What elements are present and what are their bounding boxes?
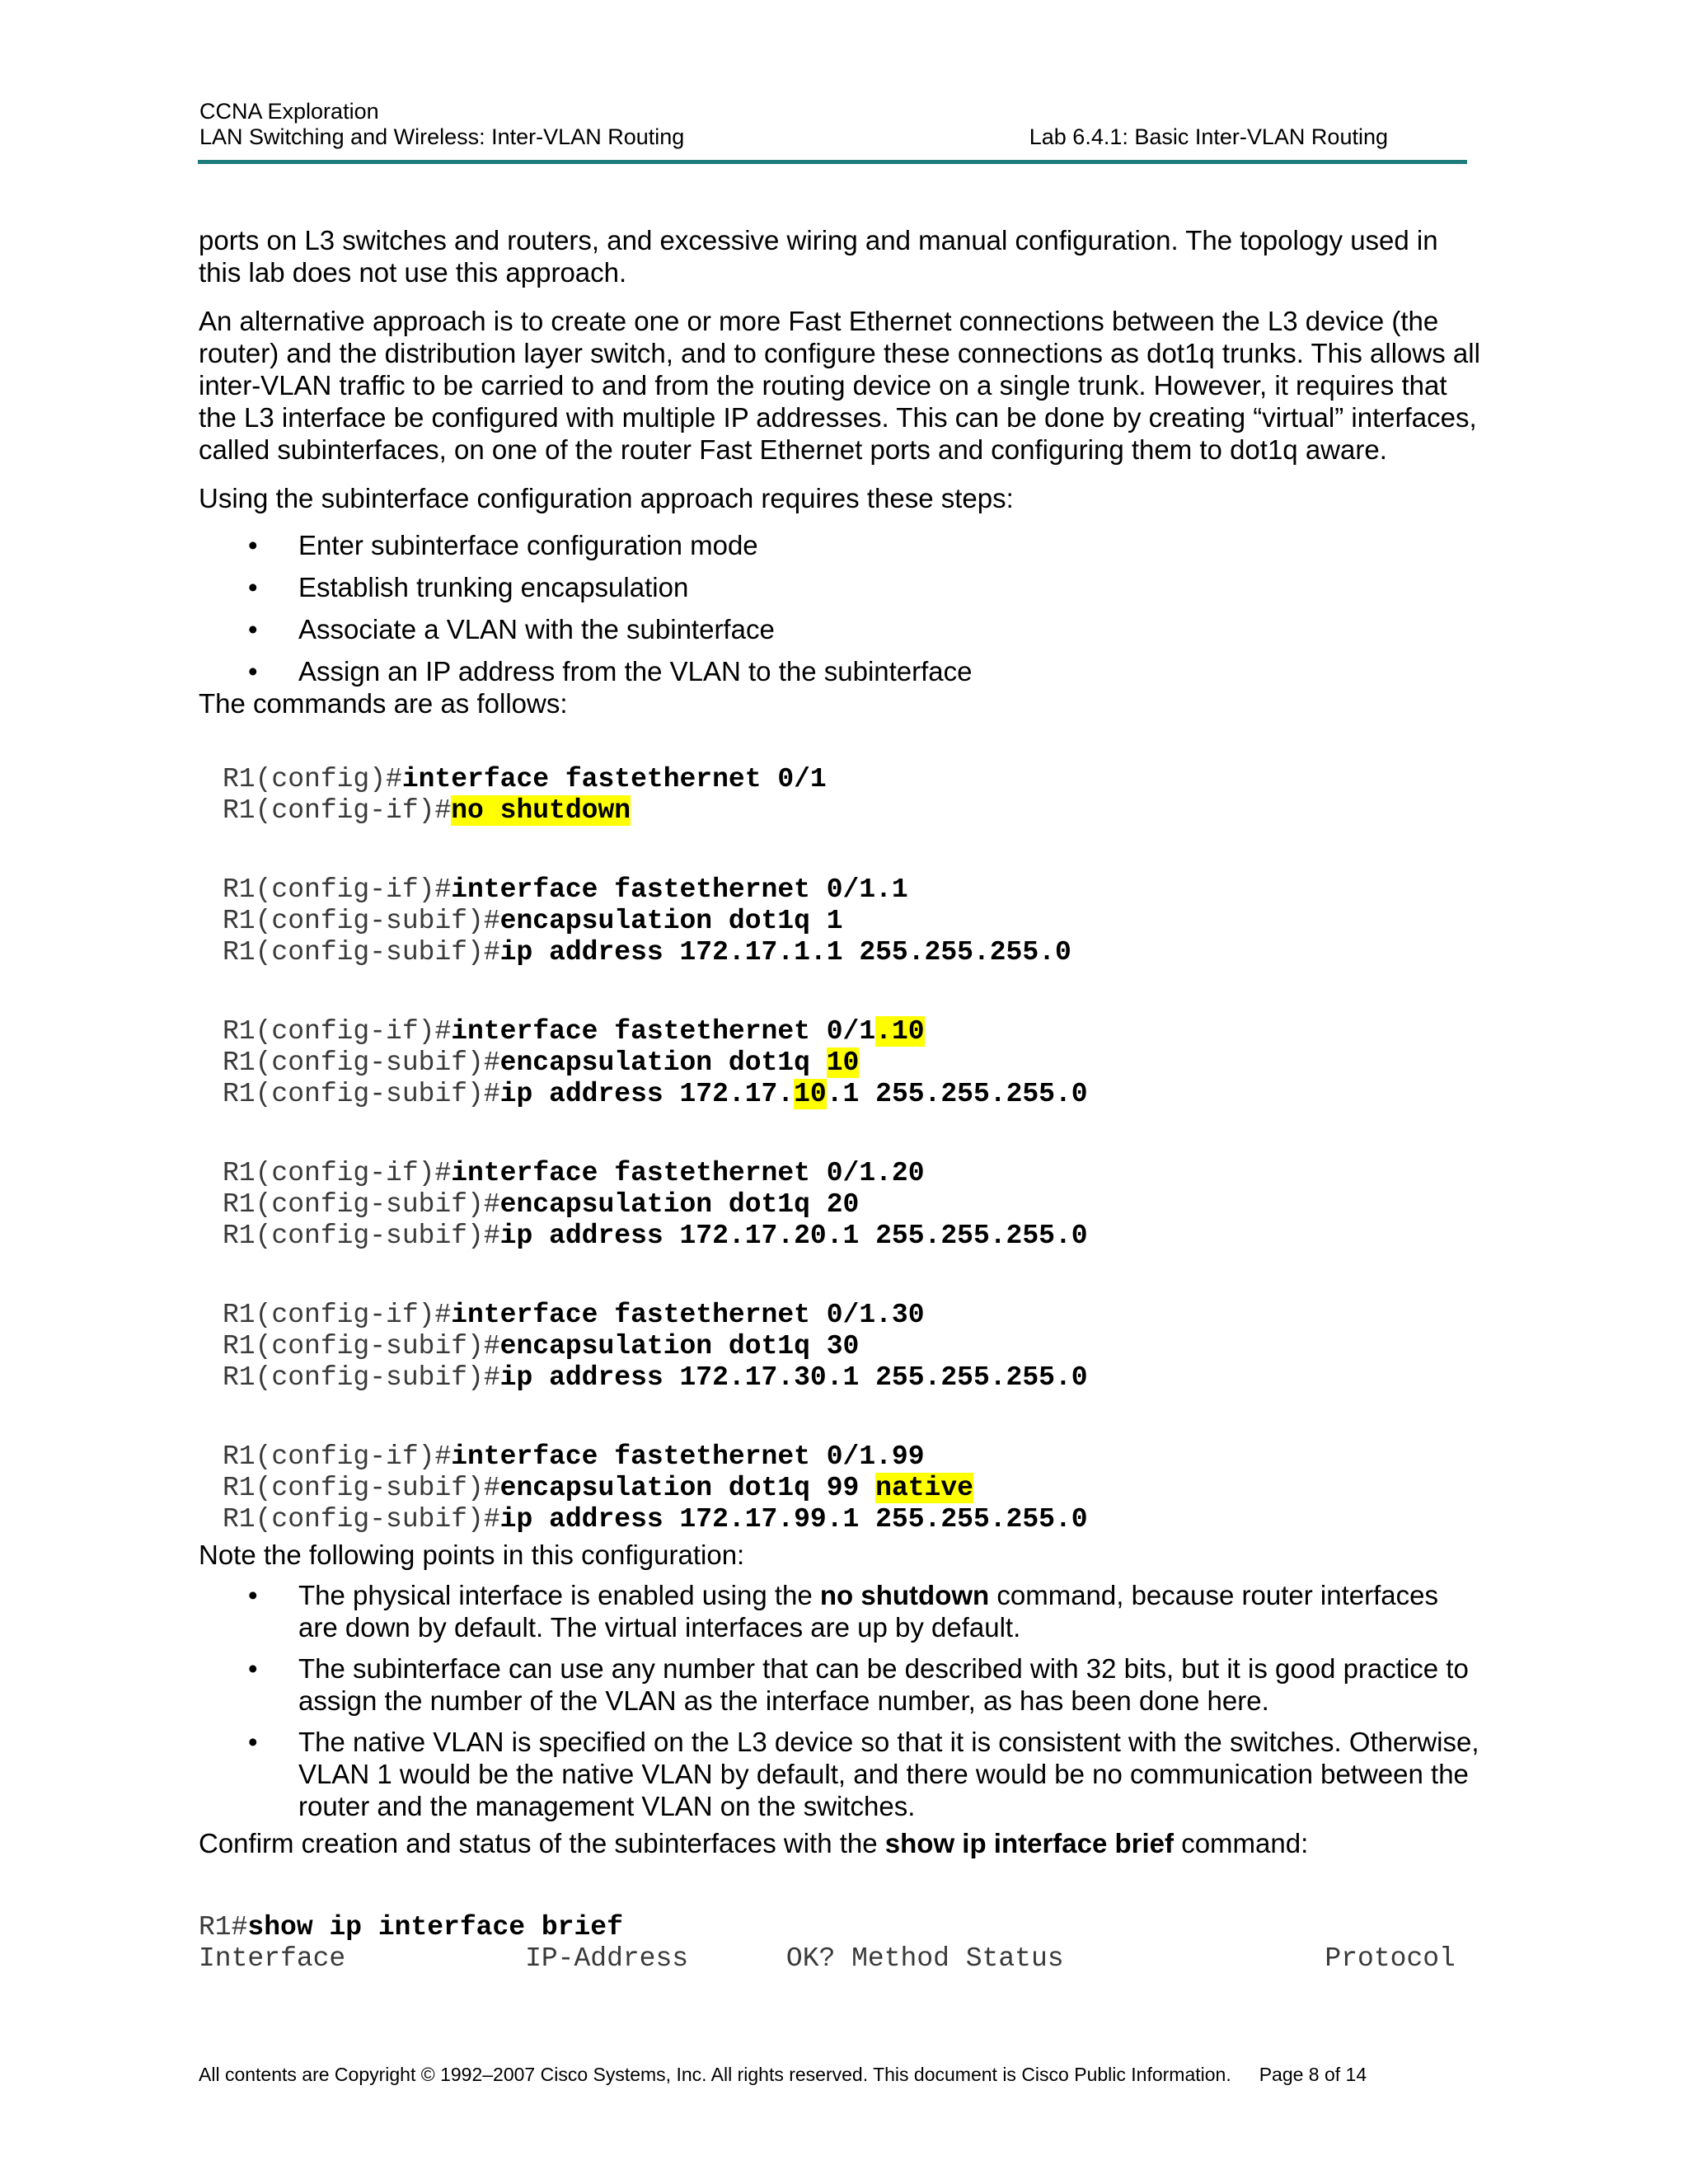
page-content [199, 224, 1484, 1975]
page-number: Page 8 of 14 [1259, 2064, 1367, 2085]
list-item-text: Associate a VLAN with the subinterface [298, 614, 775, 644]
code-line: R1(config)#interface fastethernet 0/1 [223, 764, 827, 794]
code-line: R1(config-subif)#encapsulation dot1q 10 [223, 1047, 860, 1078]
list-item: • The subinterface can use any number that can be described with 32 bits, but it is good practice to assign the number of the VLAN as the interface number, as has been done here. [248, 1653, 1469, 1716]
list-item: • The native VLAN is specified on the L3 device so that it is consistent with the switches. Otherwise, VLAN 1 would be the native VLAN by default, and there would be no communication between the router and the management VLAN on the switches. [248, 1727, 1479, 1821]
list-item-text: Establish trunking encapsulation [298, 572, 689, 602]
code-line: R1(config-if)#interface fastethernet 0/1.10 [223, 1016, 925, 1047]
show-output-block [199, 1881, 1484, 1975]
highlighted-text: .10 [875, 1016, 925, 1047]
config-code-block [223, 733, 1484, 1535]
code-line: R1(config-subif)#encapsulation dot1q 20 [223, 1189, 860, 1220]
code-line: R1(config-if)#interface fastethernet 0/1.1 [223, 874, 908, 905]
code-line: R1(config-subif)#ip address 172.17.99.1 255.255.255.0 [223, 1504, 1088, 1535]
highlighted-text: native [875, 1473, 973, 1503]
bullet-icon: • [248, 572, 258, 602]
bullet-icon: • [248, 1653, 258, 1684]
inline-command: no shutdown [819, 1580, 990, 1610]
code-line: R1#show ip interface brief [199, 1912, 623, 1943]
header-lab-title: Lab 6.4.1: Basic Inter-VLAN Routing [1029, 124, 1388, 149]
list-item-text: Enter subinterface configuration mode [298, 530, 758, 560]
header-course: CCNA Exploration [199, 99, 379, 124]
commands-intro: The commands are as follows: [199, 688, 568, 719]
list-item [199, 655, 1484, 687]
code-line: R1(config-subif)#ip address 172.17.1.1 255.255.255.0 [223, 937, 1071, 968]
code-line: R1(config-if)#no shutdown [223, 795, 631, 826]
list-item: • The physical interface is enabled using the no shutdown command, because router interfaces are down by default. The virtual interfaces are up by default. [248, 1580, 1438, 1643]
highlighted-text: 10 [826, 1047, 860, 1078]
inline-command: show ip interface brief [884, 1828, 1175, 1858]
code-line: R1(config-if)#interface fastethernet 0/1.99 [223, 1441, 925, 1472]
paragraph: ports on L3 switches and routers, and excessive wiring and manual configuration. The topology used in this lab does not use this approach. [199, 225, 1438, 288]
bullet-icon: • [248, 1580, 258, 1610]
highlighted-text: 10 [794, 1079, 827, 1109]
paragraph: An alternative approach is to create one or more Fast Ethernet connections between the L3 device (the router) and the distribution layer switch, and to configure these connections as dot1q trunks. This allows all inter-VLAN traffic to be carried to and from the routing device on a single trunk. However, it requires that the L3 interface be configured with multiple IP addresses. This can be done by creating “virtual” interfaces, called subinterfaces, on one of the router Fast Ethernet ports and configuring them to dot1q aware. [199, 306, 1480, 465]
code-line: R1(config-subif)#encapsulation dot1q 99 native [223, 1473, 973, 1503]
list-item [199, 613, 1484, 645]
code-line: R1(config-if)#interface fastethernet 0/1.30 [223, 1300, 925, 1330]
table-header-line: Interface IP-Address OK? Method Status Protocol [199, 1943, 1456, 1974]
page-footer [199, 2063, 1367, 2086]
header-left [199, 99, 684, 150]
code-line: R1(config-if)#interface fastethernet 0/1.20 [223, 1158, 925, 1188]
bullet-icon: • [248, 1727, 258, 1757]
list-item [199, 571, 1484, 603]
code-line: R1(config-subif)#ip address 172.17.20.1 255.255.255.0 [223, 1221, 1088, 1251]
list-item [199, 529, 1484, 561]
header-module: LAN Switching and Wireless: Inter-VLAN Routing [199, 124, 685, 149]
page-header [198, 97, 1467, 164]
list-item-text: Assign an IP address from the VLAN to the subinterface [298, 656, 973, 687]
note-intro: Note the following points in this configuration: [199, 1540, 745, 1570]
notes-list [199, 1579, 1484, 1822]
code-line: R1(config-subif)#encapsulation dot1q 1 [223, 906, 843, 936]
bullet-icon: • [248, 656, 258, 687]
code-line: R1(config-subif)#ip address 172.17.10.1 255.255.255.0 [223, 1079, 1088, 1109]
confirm-paragraph: Confirm creation and status of the subinterfaces with the show ip interface brief command: [199, 1828, 1309, 1858]
bullet-icon: • [248, 614, 258, 644]
code-line: R1(config-subif)#ip address 172.17.30.1 255.255.255.0 [223, 1362, 1088, 1393]
steps-list [199, 529, 1484, 687]
paragraph: Using the subinterface configuration approach requires these steps: [199, 483, 1014, 513]
footer-copyright: All contents are Copyright © 1992–2007 Cisco Systems, Inc. All rights reserved. This document is Cisco Public Information. [199, 2064, 1231, 2085]
highlighted-command: no shutdown [451, 795, 631, 826]
bullet-icon: • [248, 530, 258, 560]
code-line: R1(config-subif)#encapsulation dot1q 30 [223, 1331, 860, 1361]
